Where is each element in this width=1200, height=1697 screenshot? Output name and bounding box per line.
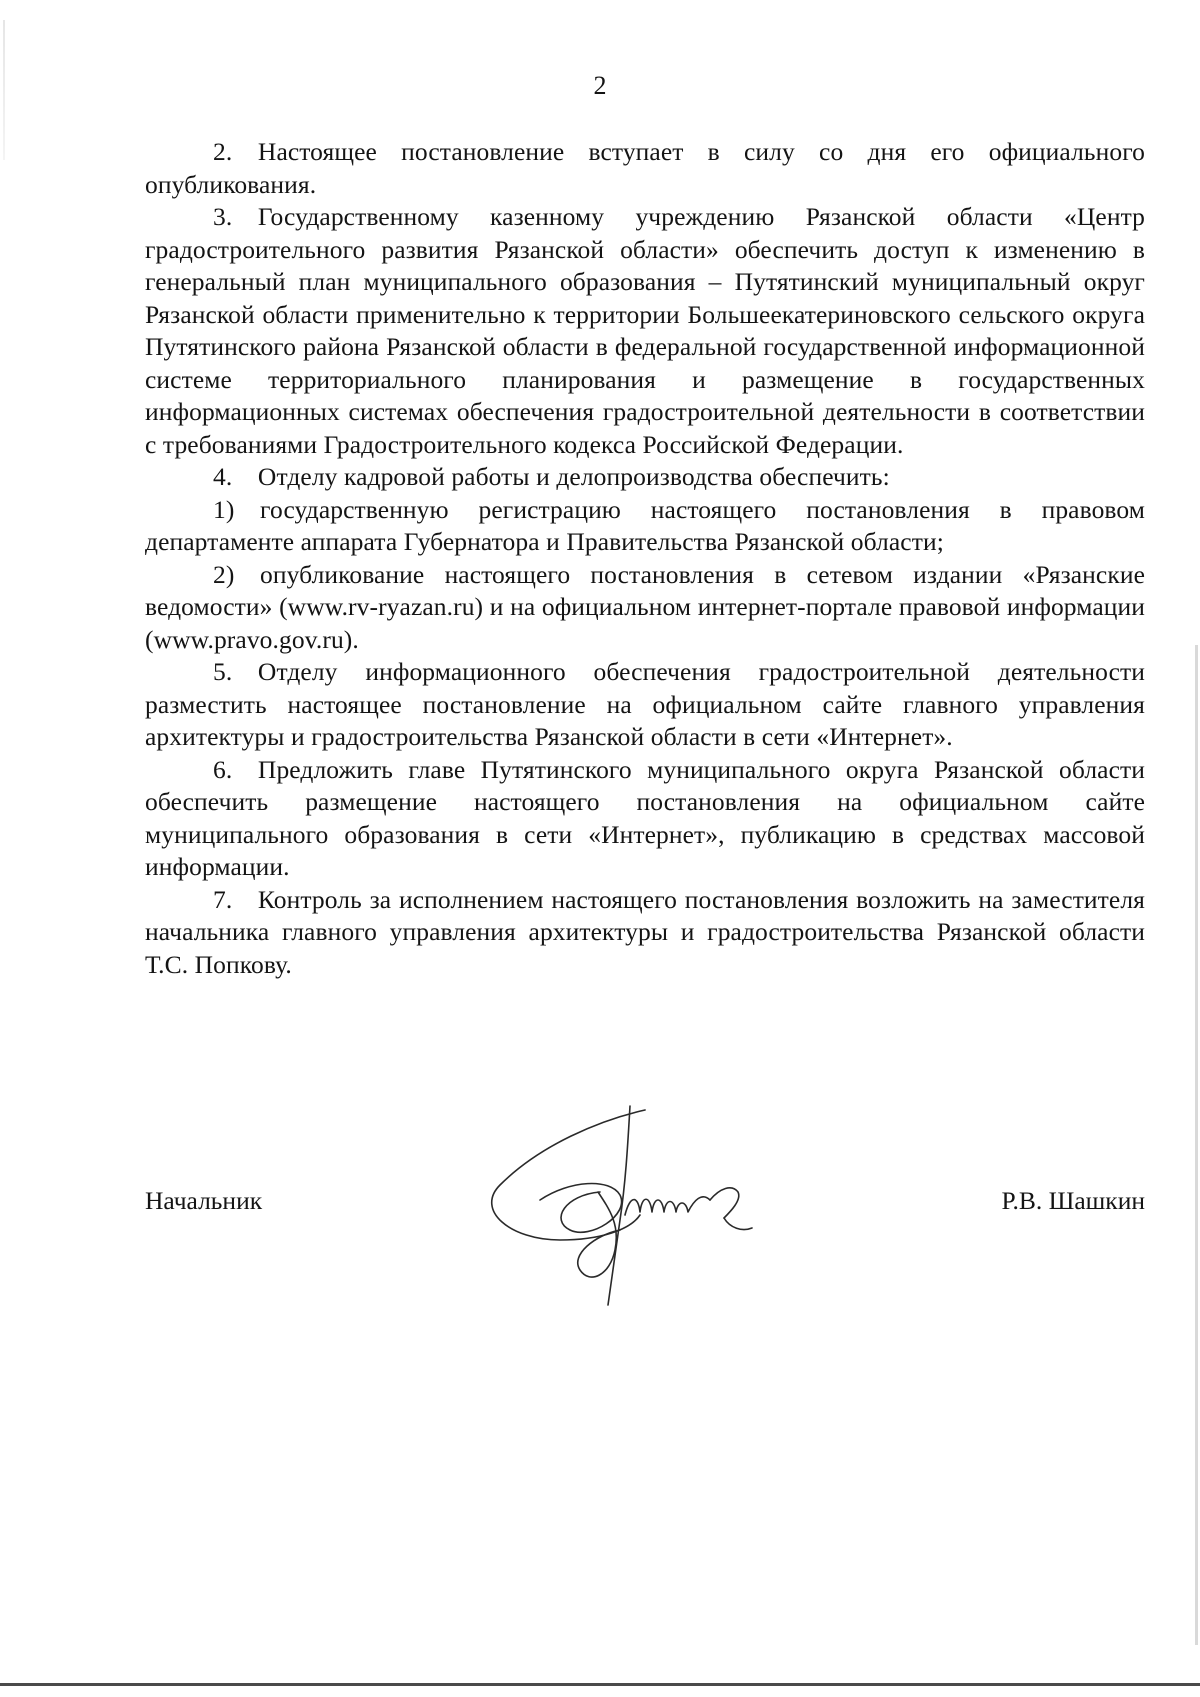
paragraph-4-item-1: 1) государственную регистрацию настоящего постановления в правовом департаменте аппарата Губернатора и Правительства Рязанской области; (145, 494, 1145, 556)
document-body (145, 136, 1145, 981)
scan-edge-right (1195, 645, 1198, 1645)
signatory-name: Р.В. Шашкин (1001, 1186, 1145, 1215)
paragraph-2: 2. Настоящее постановление вступает в силу со дня его официального опубликования. (145, 137, 1145, 199)
paragraph-3: 3. Государственному казенному учреждению Рязанской области «Центр градостроительного развития Рязанской области» обеспечить доступ к изменению в генеральный план муниципального образования – Путятинский муниципальный округ Рязанской области применительно к территории Большеекатериновского сельского округа Путятинского района Рязанской области в федеральной государственной информационной системе территориального планирования и размещение в государственных информационных системах обеспечения градостроительной деятельности в соответствии с требованиями Градостроительного кодекса Российской Федерации. (145, 202, 1145, 459)
paragraph-4: 4. Отделу кадровой работы и делопроизводства обеспечить: (213, 462, 890, 491)
paragraph-7: 7. Контроль за исполнением настоящего постановления возложить на заместителя начальника главного управления архитектуры и градостроительства Рязанской области Т.С. Попкову. (145, 884, 1145, 979)
handwritten-signature (480, 1100, 810, 1315)
paragraph-4-item-2: 2) опубликование настоящего постановления в сетевом издании «Рязанские ведомости» (www.rv-ryazan.ru) и на официальном интернет-портале правовой информации (www.pravo.gov.ru). (145, 559, 1145, 654)
signatory-title: Начальник (145, 1186, 263, 1215)
paragraph-5: 5. Отделу информационного обеспечения градостроительной деятельности разместить настоящее постановление на официальном сайте главного управления архитектуры и градостроительства Рязанской области в сети «Интернет». (145, 657, 1145, 751)
scan-edge-left (3, 20, 5, 160)
paragraph-6: 6. Предложить главе Путятинского муниципального округа Рязанской области обеспечить размещение настоящего постановления на официальном сайте муниципального образования в сети «Интернет», публикацию в средствах массовой информации. (145, 754, 1145, 881)
scan-edge-bottom (0, 1683, 1200, 1686)
page-number: 2 (593, 71, 607, 100)
